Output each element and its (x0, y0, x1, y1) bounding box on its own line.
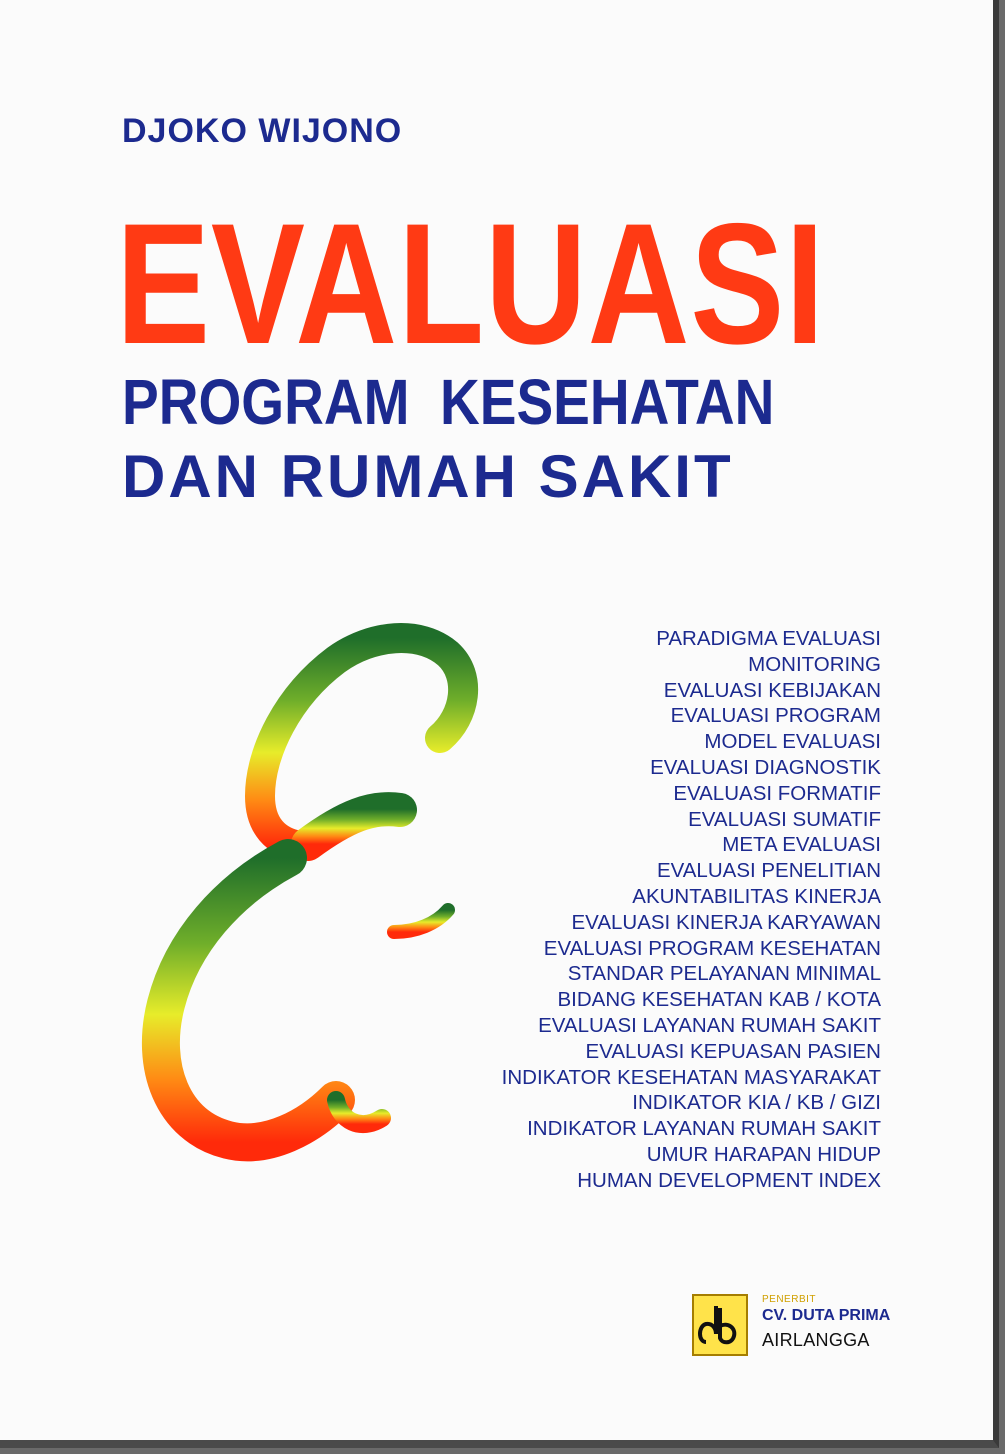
topic-item: UMUR HARAPAN HIDUP (646, 1142, 881, 1166)
topic-item: INDIKATOR KIA / KB / GIZI (632, 1091, 881, 1115)
publisher-label: PENERBIT (762, 1294, 817, 1305)
topic-item: EVALUASI LAYANAN RUMAH SAKIT (538, 1013, 881, 1037)
author-name: DJOKO WIJONO (122, 112, 403, 150)
book-subtitle-line1: PROGRAM KESEHATAN (122, 366, 775, 438)
topic-item: INDIKATOR KESEHATAN MASYARAKAT (501, 1065, 881, 1089)
topic-item: META EVALUASI (722, 833, 881, 857)
topics-list (502, 626, 881, 1194)
topic-item: EVALUASI PROGRAM (670, 704, 881, 728)
topic-item: MODEL EVALUASI (704, 730, 881, 754)
publisher-name: CV. DUTA PRIMA (762, 1307, 891, 1324)
topic-item: EVALUASI PENELITIAN (656, 859, 881, 883)
topic-item: AKUNTABILITAS KINERJA (632, 884, 881, 908)
decorative-letter-e-icon (110, 620, 480, 1180)
topic-item: EVALUASI PROGRAM KESEHATAN (543, 936, 881, 960)
publisher-name-line2: AIRLANGGA (762, 1330, 870, 1350)
topic-item: MONITORING (748, 652, 881, 676)
topic-item: EVALUASI DIAGNOSTIK (650, 755, 881, 779)
book-title: EVALUASI (116, 188, 826, 380)
topic-item: HUMAN DEVELOPMENT INDEX (577, 1168, 881, 1192)
topic-item: BIDANG KESEHATAN KAB / KOTA (557, 988, 881, 1012)
topic-item: EVALUASI KINERJA KARYAWAN (571, 910, 881, 934)
topic-item: INDIKATOR LAYANAN RUMAH SAKIT (527, 1117, 881, 1141)
topic-item: EVALUASI FORMATIF (673, 781, 881, 805)
topic-item: EVALUASI KEPUASAN PASIEN (585, 1039, 881, 1063)
topic-item: EVALUASI SUMATIF (688, 807, 881, 831)
topic-item: STANDAR PELAYANAN MINIMAL (567, 962, 881, 986)
topic-item: EVALUASI KEBIJAKAN (663, 678, 881, 702)
book-subtitle-line2: DAN RUMAH SAKIT (122, 443, 734, 510)
topic-item: PARADIGMA EVALUASI (656, 627, 881, 650)
publisher-logo-icon (692, 1294, 748, 1356)
